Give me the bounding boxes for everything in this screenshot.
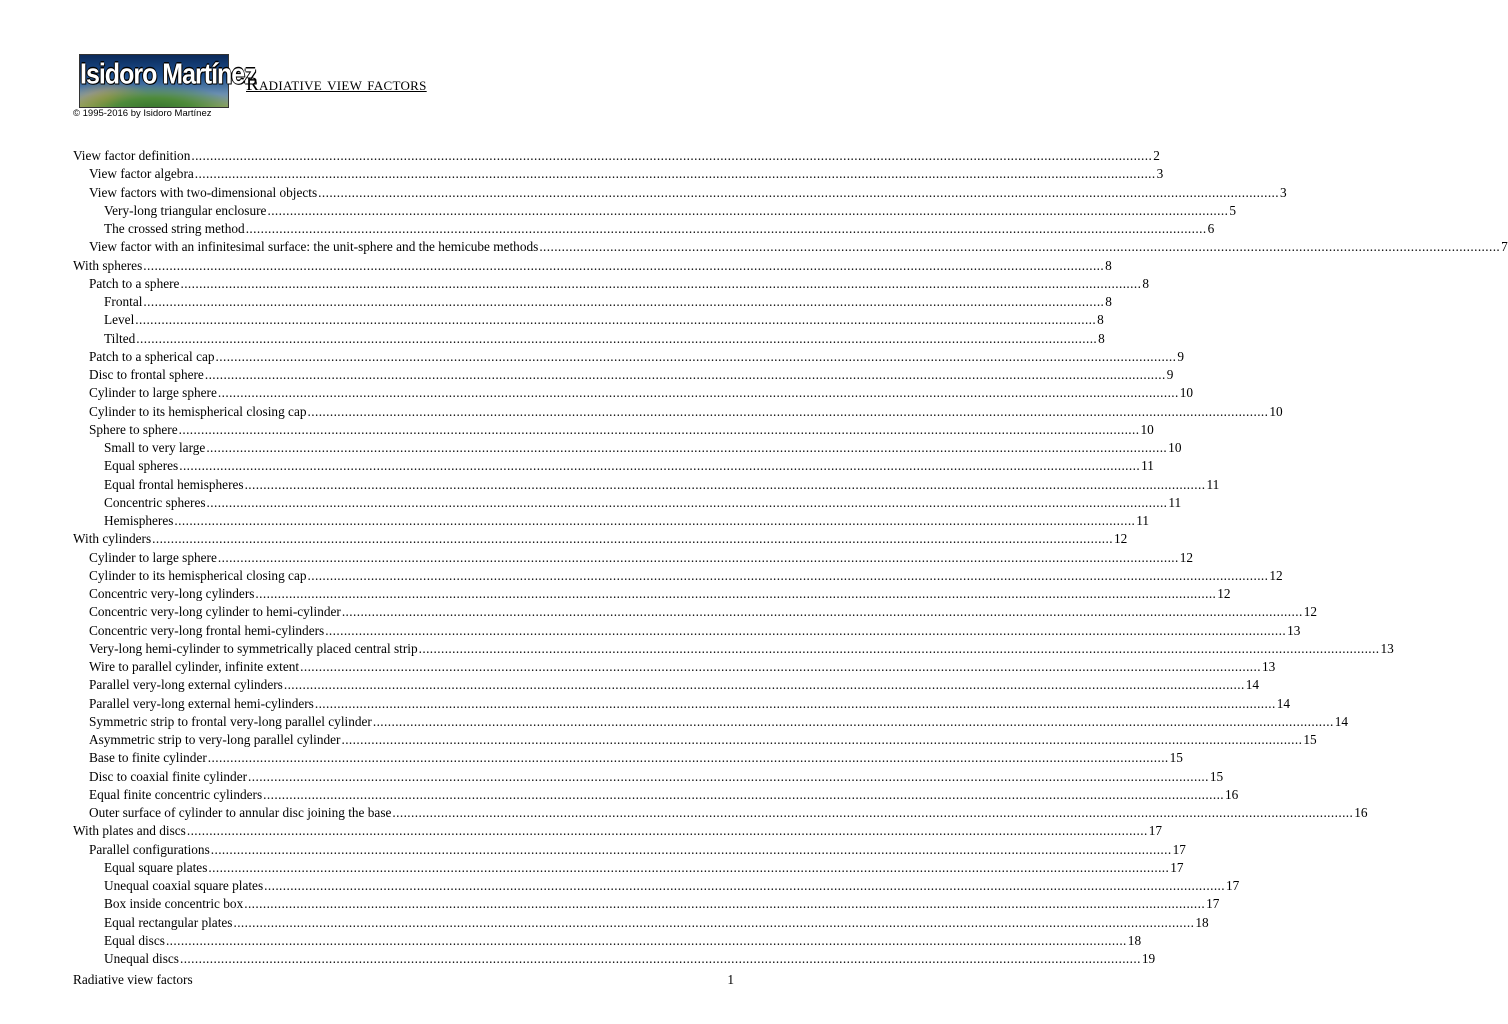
toc-entry[interactable]	[73, 749, 1183, 767]
toc-dot-leader	[180, 275, 1141, 293]
toc-entry-label: Sphere to sphere	[89, 421, 178, 437]
toc-entry[interactable]	[73, 293, 1112, 311]
toc-dot-leader	[143, 257, 1104, 275]
toc-entry[interactable]	[73, 768, 1224, 786]
footer-title: Radiative view factors	[73, 972, 193, 987]
toc-dot-leader	[187, 822, 1148, 840]
toc-entry-label: Equal spheres	[104, 458, 179, 474]
toc-entry-label: Equal frontal hemispheres	[104, 476, 244, 492]
toc-entry-page: 18	[1127, 932, 1142, 948]
toc-entry-page: 14	[1334, 713, 1349, 729]
toc-entry-label: View factor definition	[73, 148, 191, 163]
toc-entry-page: 14	[1245, 677, 1259, 693]
toc-entry-label: Cylinder to its hemispherical closing cap	[89, 567, 307, 583]
logo-text: Isidoro Martínez	[80, 58, 256, 91]
toc-entry-page: 12	[1179, 549, 1194, 565]
toc-entry-label: Concentric spheres	[104, 494, 206, 510]
toc-entry[interactable]	[73, 877, 1240, 895]
toc-entry-label: Outer surface of cylinder to annular disc joining the base	[89, 805, 392, 820]
toc-dot-leader	[284, 676, 1245, 694]
toc-entry-page: 18	[1195, 914, 1209, 930]
toc-entry-page: 17	[1226, 878, 1240, 893]
toc-entry-label: Hemispheres	[104, 513, 174, 528]
toc-entry-page: 11	[1136, 513, 1150, 528]
toc-entry[interactable]	[73, 512, 1150, 530]
toc-entry[interactable]	[73, 658, 1276, 676]
toc-dot-leader	[245, 476, 1206, 494]
toc-entry[interactable]	[73, 366, 1174, 384]
toc-entry-page: 10	[1179, 385, 1194, 401]
toc-entry-label: Wire to parallel cylinder, infinite extent	[89, 659, 300, 674]
toc-entry[interactable]	[73, 841, 1186, 859]
toc-entry-page: 3	[1280, 184, 1287, 200]
toc-entry-label: Disc to frontal sphere	[89, 367, 204, 382]
toc-entry-label: Concentric very-long cylinder to hemi-cylinder	[89, 604, 341, 620]
toc-entry-label: Unequal discs	[104, 951, 179, 966]
toc-entry-label: With plates and discs	[73, 823, 186, 839]
toc-entry-page: 8	[1105, 294, 1112, 309]
toc-entry-page: 15	[1209, 768, 1224, 784]
toc-dot-leader	[539, 238, 1500, 256]
toc-entry-page: 13	[1287, 622, 1301, 638]
toc-dot-leader	[419, 640, 1380, 658]
toc-entry-label: Symmetric strip to frontal very-long parallel cylinder	[89, 713, 372, 729]
toc-dot-leader	[191, 147, 1152, 165]
toc-entry-label: Equal rectangular plates	[104, 914, 233, 930]
toc-entry-page: 2	[1153, 148, 1160, 163]
toc-entry[interactable]	[73, 220, 1215, 238]
toc-entry-page: 19	[1141, 951, 1156, 966]
toc-dot-leader	[211, 841, 1172, 859]
toc-entry[interactable]	[73, 859, 1184, 877]
toc-entry-label: With spheres	[73, 257, 143, 273]
toc-entry-page: 7	[1501, 239, 1508, 255]
toc-entry[interactable]	[73, 439, 1182, 457]
toc-entry[interactable]	[73, 457, 1154, 475]
toc-entry[interactable]	[73, 914, 1209, 932]
toc-entry[interactable]	[73, 311, 1104, 329]
toc-entry-page: 9	[1177, 348, 1185, 364]
toc-dot-leader	[174, 512, 1135, 530]
toc-dot-leader	[207, 494, 1168, 512]
toc-entry[interactable]	[73, 184, 1287, 202]
toc-dot-leader	[208, 859, 1169, 877]
toc-dot-leader	[308, 567, 1269, 585]
toc-dot-leader	[341, 731, 1302, 749]
toc-entry-label: Small to very large	[104, 440, 206, 455]
toc-dot-leader	[206, 439, 1167, 457]
author-logo	[79, 54, 256, 108]
toc-entry-label: Cylinder to its hemispherical closing cap	[89, 403, 307, 419]
toc-dot-leader	[166, 932, 1127, 950]
toc-entry[interactable]	[73, 804, 1368, 822]
toc-dot-leader	[246, 220, 1207, 238]
toc-entry-label: Cylinder to large sphere	[89, 549, 217, 565]
toc-entry[interactable]	[73, 257, 1112, 275]
toc-entry[interactable]	[73, 585, 1231, 603]
toc-entry[interactable]	[73, 731, 1317, 749]
toc-entry-label: Parallel very-long external hemi-cylinders	[89, 695, 314, 711]
toc-entry[interactable]	[73, 950, 1156, 968]
toc-entry[interactable]	[73, 549, 1194, 567]
toc-dot-leader	[255, 585, 1216, 603]
toc-dot-leader	[180, 950, 1141, 968]
toc-entry-page: 12	[1113, 531, 1128, 547]
toc-entry[interactable]	[73, 713, 1349, 731]
toc-entry[interactable]	[73, 640, 1394, 658]
toc-entry-page: 17	[1206, 896, 1220, 912]
toc-dot-leader	[136, 330, 1097, 348]
toc-dot-leader	[216, 348, 1177, 366]
toc-entry-page: 9	[1166, 367, 1174, 382]
toc-entry-page: 16	[1354, 805, 1368, 820]
toc-dot-leader	[267, 202, 1228, 220]
toc-entry-page: 10	[1140, 421, 1154, 437]
toc-entry[interactable]	[73, 895, 1220, 913]
toc-entry-label: Box inside concentric box	[104, 896, 244, 912]
document-title: Radiative view factors	[246, 74, 427, 95]
toc-entry-page: 8	[1142, 275, 1149, 291]
toc-dot-leader	[135, 311, 1096, 329]
toc-entry-page: 11	[1206, 476, 1220, 492]
toc-dot-leader	[315, 695, 1276, 713]
toc-entry-label: Asymmetric strip to very-long parallel cylinder	[89, 732, 341, 747]
toc-entry-label: Equal discs	[104, 932, 165, 948]
toc-entry-label: Concentric very-long cylinders	[89, 586, 255, 601]
toc-dot-leader	[218, 384, 1179, 402]
toc-entry-label: Parallel very-long external cylinders	[89, 677, 283, 693]
toc-dot-leader	[143, 293, 1104, 311]
toc-entry-page: 15	[1303, 732, 1317, 747]
toc-entry-label: Disc to coaxial finite cylinder	[89, 768, 248, 784]
toc-dot-leader	[195, 165, 1156, 183]
toc-entry-page: 12	[1303, 604, 1317, 620]
toc-entry-page: 13	[1261, 659, 1276, 674]
toc-entry-page: 3	[1156, 166, 1164, 182]
toc-entry-page: 12	[1269, 567, 1283, 583]
toc-entry[interactable]	[73, 421, 1154, 439]
toc-entry-page: 17	[1172, 841, 1186, 857]
toc-entry-page: 17	[1170, 859, 1184, 875]
toc-entry-page: 10	[1269, 403, 1283, 419]
toc-entry-page: 8	[1097, 312, 1104, 328]
toc-entry-label: Level	[104, 312, 135, 328]
toc-dot-leader	[373, 713, 1334, 731]
toc-entry-page: 15	[1169, 750, 1183, 766]
toc-entry-page: 8	[1098, 330, 1105, 346]
toc-dot-leader	[308, 403, 1269, 421]
toc-entry[interactable]	[73, 786, 1239, 804]
toc-entry[interactable]	[73, 822, 1162, 840]
toc-entry[interactable]	[73, 530, 1128, 548]
toc-dot-leader	[264, 877, 1225, 895]
toc-entry[interactable]	[73, 403, 1283, 421]
toc-entry-page: 10	[1168, 440, 1182, 455]
toc-entry[interactable]	[73, 622, 1301, 640]
toc-entry-page: 6	[1207, 221, 1215, 236]
toc-entry-label: Parallel configurations	[89, 841, 210, 857]
toc-entry[interactable]	[73, 147, 1160, 165]
toc-entry-label: Cylinder to large sphere	[89, 385, 217, 401]
toc-dot-leader	[208, 749, 1169, 767]
toc-entry-label: View factor algebra	[89, 166, 194, 182]
toc-dot-leader	[248, 768, 1209, 786]
toc-entry-label: Tilted	[104, 330, 136, 346]
toc-entry-label: Base to finite cylinder	[89, 750, 207, 766]
toc-entry[interactable]	[73, 567, 1283, 585]
toc-entry-page: 11	[1141, 458, 1154, 474]
toc-entry[interactable]	[73, 202, 1236, 220]
table-of-contents	[73, 147, 1508, 968]
toc-dot-leader	[233, 914, 1194, 932]
toc-dot-leader	[218, 549, 1179, 567]
toc-entry-label: View factor with an infinitesimal surface: the unit-sphere and the hemicube methods	[89, 239, 539, 255]
toc-entry-label: Very-long triangular enclosure	[104, 202, 267, 218]
toc-entry-label: With cylinders	[73, 531, 152, 547]
toc-entry-label: The crossed string method	[104, 221, 245, 236]
toc-entry[interactable]	[73, 275, 1149, 293]
toc-dot-leader	[263, 786, 1224, 804]
toc-entry[interactable]	[73, 165, 1164, 183]
toc-entry[interactable]	[73, 348, 1185, 366]
toc-entry-label: Very-long hemi-cylinder to symmetrically placed central strip	[89, 640, 418, 656]
toc-entry[interactable]	[73, 494, 1182, 512]
toc-entry-page: 17	[1148, 823, 1162, 839]
toc-entry-page: 14	[1276, 695, 1291, 711]
toc-dot-leader	[318, 184, 1279, 202]
toc-entry[interactable]	[73, 932, 1142, 950]
toc-entry-page: 12	[1217, 586, 1231, 601]
toc-entry-page: 11	[1168, 494, 1182, 510]
toc-entry-label: Patch to a spherical cap	[89, 348, 215, 364]
toc-entry[interactable]	[73, 384, 1194, 402]
toc-entry-page: 5	[1229, 202, 1236, 218]
toc-entry[interactable]	[73, 330, 1105, 348]
toc-entry[interactable]	[73, 676, 1259, 694]
toc-dot-leader	[205, 366, 1166, 384]
toc-entry[interactable]	[73, 603, 1317, 621]
toc-entry-page: 13	[1380, 640, 1394, 656]
toc-entry-label: Equal square plates	[104, 859, 208, 875]
toc-dot-leader	[152, 530, 1113, 548]
toc-dot-leader	[392, 804, 1353, 822]
toc-entry-page: 8	[1105, 257, 1112, 273]
toc-dot-leader	[179, 421, 1140, 439]
toc-entry-label: Unequal coaxial square plates	[104, 878, 264, 893]
toc-dot-leader	[325, 622, 1286, 640]
toc-dot-leader	[244, 895, 1205, 913]
toc-entry[interactable]	[73, 476, 1220, 494]
toc-entry-label: Equal finite concentric cylinders	[89, 786, 263, 802]
toc-dot-leader	[300, 658, 1261, 676]
toc-dot-leader	[179, 457, 1140, 475]
footer-page-number: 1	[727, 972, 734, 987]
toc-entry-label: Concentric very-long frontal hemi-cylinders	[89, 622, 325, 638]
toc-entry-page: 16	[1225, 786, 1239, 802]
copyright-notice: © 1995-2016 by Isidoro Martínez	[73, 108, 212, 119]
toc-dot-leader	[342, 603, 1303, 621]
toc-entry[interactable]	[73, 238, 1508, 256]
toc-entry-label: Patch to a sphere	[89, 275, 180, 291]
toc-entry-label: View factors with two-dimensional objects	[89, 184, 318, 200]
toc-entry[interactable]	[73, 695, 1291, 713]
toc-entry-label: Frontal	[104, 294, 143, 309]
